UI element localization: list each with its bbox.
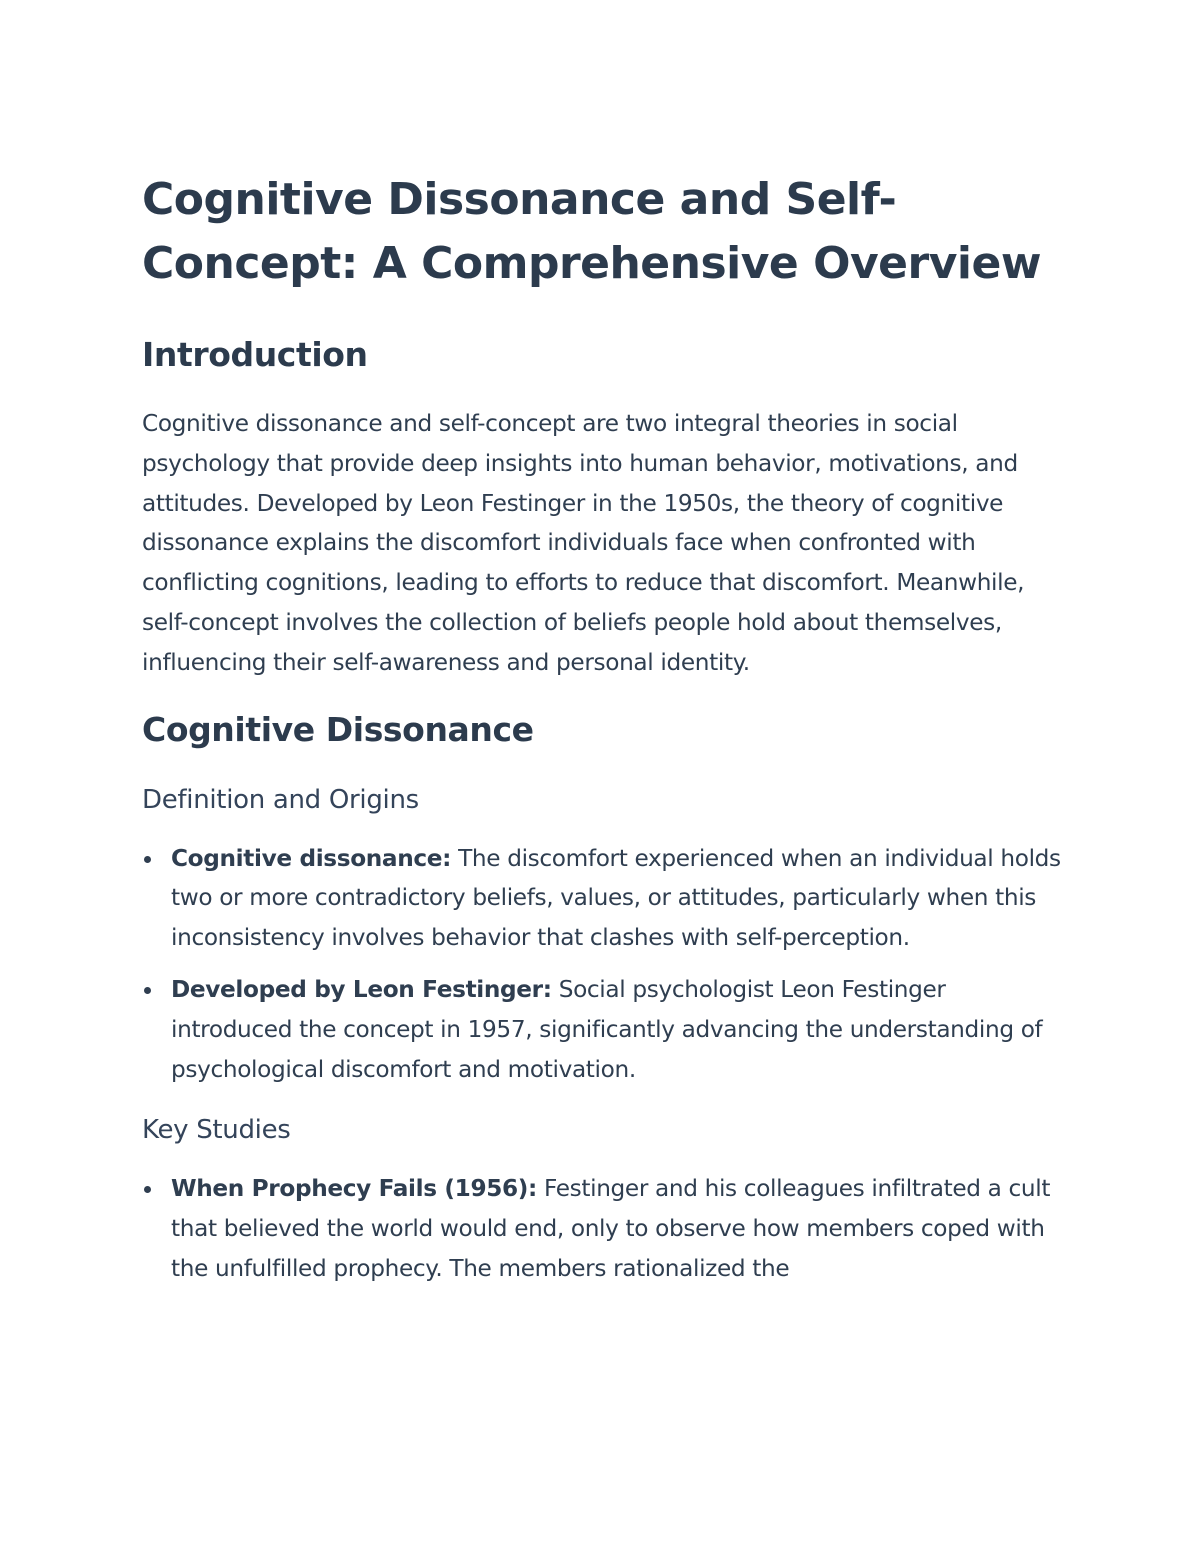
list-item-text: The discomfort experienced when an individual holds two or more contradictory beliefs, values, or attitudes, particularly when this inconsistency involves behavior that clashes with self-perception. [171,844,1061,952]
document-page [142,168,1062,1289]
list-item [142,1169,1062,1288]
document-title: Cognitive Dissonance and Self-Concept: A Comprehensive Overview [142,174,1041,289]
list-item-text: Social psychologist Leon Festinger introduced the concept in 1957, significantly advancing the understanding of psychological discomfort and motivation. [171,975,1043,1083]
list-item-term: Developed by Leon Festinger: [171,975,552,1003]
key-studies-heading: Key Studies [142,1115,291,1146]
list-item [142,970,1062,1089]
definition-list [142,839,1062,1090]
list-item [142,839,1062,958]
list-item-text: Festinger and his colleagues infiltrated a cult that believed the world would end, only to observe how members coped with the unfulfilled prophecy. The members rationalized the [171,1175,1051,1282]
definition-origins-heading: Definition and Origins [142,784,419,815]
key-studies-list [142,1169,1062,1288]
introduction-heading: Introduction [142,335,368,374]
list-item-term: Cognitive dissonance: [171,844,452,872]
list-item-term: When Prophecy Fails (1956): [171,1175,537,1203]
cognitive-dissonance-heading: Cognitive Dissonance [142,709,534,749]
introduction-paragraph: Cognitive dissonance and self-concept are two integral theories in social psychology that provide deep insights into human behavior, motivations, and attitudes. Developed by Leon Festinger in the 1950s, the theory of cognitive dissonance explains the discomfort individuals face when confronted with conflicting cognitions, leading to efforts to reduce that discomfort. Meanwhile, self-concept involves the collection of beliefs people hold about themselves, influencing their self-awareness and personal identity. [142,410,1025,676]
